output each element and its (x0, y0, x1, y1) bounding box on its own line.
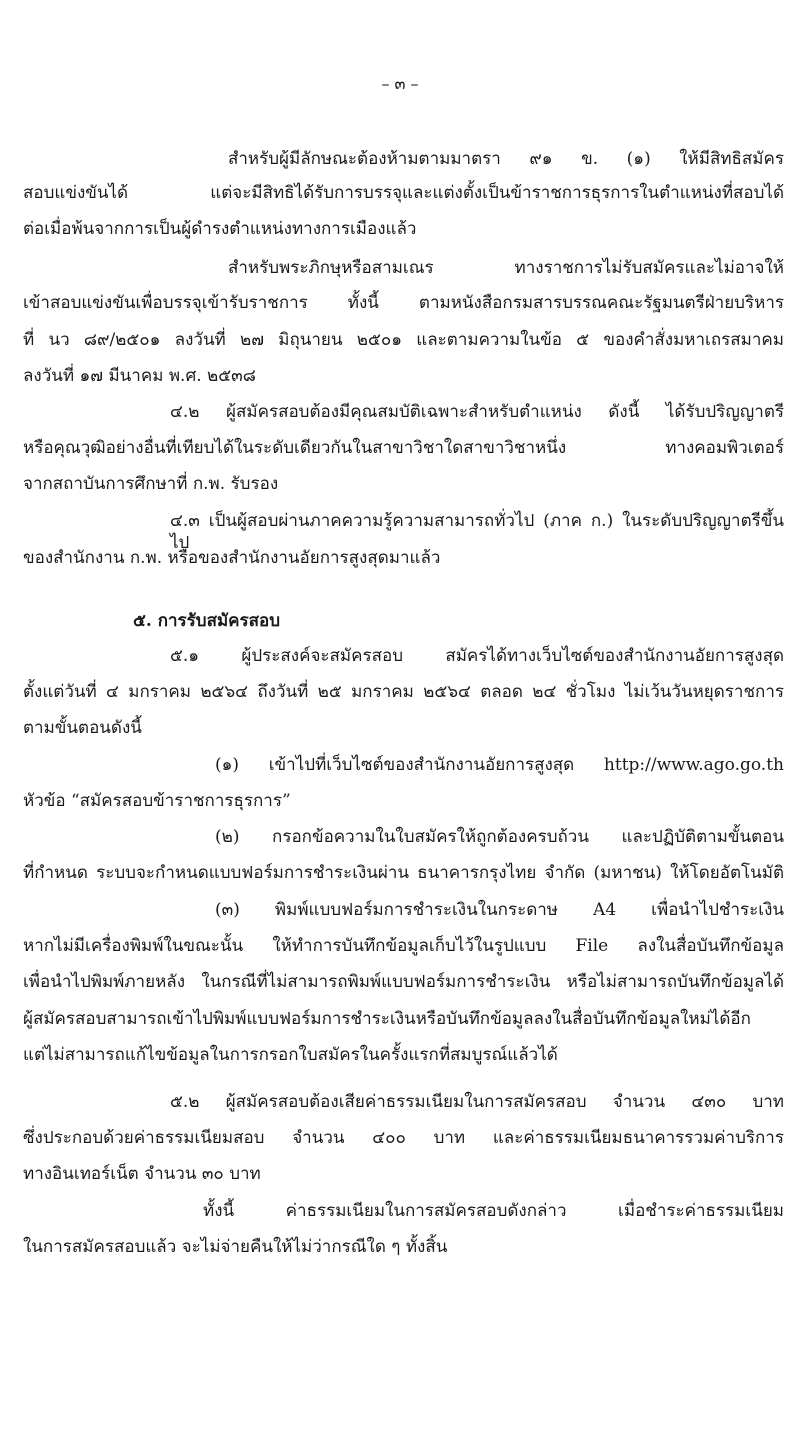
paragraph-line: ลงวันที่ ๑๗ มีนาคม พ.ศ. ๒๕๓๘ (23, 366, 256, 386)
paragraph-line: (๓) พิมพ์แบบฟอร์มการชำระเงินในกระดาษ A4 เพื่อนำไปชำระเงิน (215, 900, 784, 920)
paragraph-line: แต่ไม่สามารถแก้ไขข้อมูลในการกรอกใบสมัครในครั้งแรกที่สมบูรณ์แล้วได้ (23, 1045, 558, 1065)
section-heading: ๕. การรับสมัครสอบ (133, 611, 281, 631)
paragraph-line: หากไม่มีเครื่องพิมพ์ในขณะนั้น ให้ทำการบันทึกข้อมูลเก็บไว้ในรูปแบบ File ลงในสื่อบันทึกข้อมูล (23, 936, 784, 956)
paragraph-line: ซึ่งประกอบด้วยค่าธรรมเนียมสอบ จำนวน ๔๐๐ บาท และค่าธรรมเนียมธนาคารรวมค่าบริการ (23, 1128, 784, 1148)
paragraph-line: ๔.๓ เป็นผู้สอบผ่านภาคความรู้ความสามารถทั่วไป (ภาค ก.) ในระดับปริญญาตรีขึ้นไป (170, 511, 784, 553)
paragraph-line: ตั้งแต่วันที่ ๔ มกราคม ๒๕๖๔ ถึงวันที่ ๒๕ มกราคม ๒๕๖๔ ตลอด ๒๔ ชั่วโมง ไม่เว้นวันหยุดราชการ (23, 682, 784, 702)
paragraph-line: ๕.๒ ผู้สมัครสอบต้องเสียค่าธรรมเนียมในการสมัครสอบ จำนวน ๔๓๐ บาท (170, 1092, 784, 1112)
paragraph-line: สอบแข่งขันได้ แต่จะมีสิทธิได้รับการบรรจุและแต่งตั้งเป็นข้าราชการธุรการในตำแหน่งที่สอบได้ (23, 183, 784, 203)
paragraph-line: ที่ นว ๘๙/๒๕๐๑ ลงวันที่ ๒๗ มิถุนายน ๒๕๐๑ และตามความในข้อ ๕ ของคำสั่งมหาเถรสมาคม (23, 330, 784, 350)
paragraph-line: ตามขั้นตอนดังนี้ (23, 718, 142, 738)
paragraph-line: ทั้งนี้ ค่าธรรมเนียมในการสมัครสอบดังกล่าว เมื่อชำระค่าธรรมเนียม (203, 1201, 784, 1221)
paragraph-line: ผู้สมัครสอบสามารถเข้าไปพิมพ์แบบฟอร์มการชำระเงินหรือบันทึกข้อมูลลงในสื่อบันทึกข้อมูลใหม่ได้อีก (23, 1009, 751, 1029)
paragraph-line: จากสถาบันการศึกษาที่ ก.พ. รับรอง (23, 474, 279, 494)
paragraph-line: (๒) กรอกข้อความในใบสมัครให้ถูกต้องครบถ้วน และปฏิบัติตามขั้นตอน (215, 827, 784, 847)
paragraph-line: เข้าสอบแข่งขันเพื่อบรรจุเข้ารับราชการ ทั้งนี้ ตามหนังสือกรมสารบรรณคณะรัฐมนตรีฝ่ายบริหาร (23, 293, 784, 313)
paragraph-line: ในการสมัครสอบแล้ว จะไม่จ่ายคืนให้ไม่ว่ากรณีใด ๆ ทั้งสิ้น (23, 1237, 448, 1257)
paragraph-line: หรือคุณวุฒิอย่างอื่นที่เทียบได้ในระดับเดียวกันในสาขาวิชาใดสาขาวิชาหนึ่ง ทางคอมพิวเตอร์ (23, 438, 784, 458)
paragraph-line: สำหรับผู้มีลักษณะต้องห้ามตามมาตรา ๙๑ ข. (๑) ให้มีสิทธิสมัคร (228, 149, 784, 169)
paragraph-line: ที่กำหนด ระบบจะกำหนดแบบฟอร์มการชำระเงินผ่าน ธนาคารกรุงไทย จำกัด (มหาชน) ให้โดยอัตโนมัติ (23, 863, 784, 883)
page-number: – ๓ – (381, 74, 419, 93)
paragraph-line: (๑) เข้าไปที่เว็บไซต์ของสำนักงานอัยการสูงสุด http://www.ago.go.th (215, 755, 784, 775)
paragraph-line: ๕.๑ ผู้ประสงค์จะสมัครสอบ สมัครได้ทางเว็บไซต์ของสำนักงานอัยการสูงสุด (170, 646, 784, 666)
paragraph-line: ของสำนักงาน ก.พ. หรือของสำนักงานอัยการสูงสุดมาแล้ว (23, 548, 441, 568)
paragraph-line: ทางอินเทอร์เน็ต จำนวน ๓๐ บาท (23, 1164, 261, 1184)
paragraph-line: ๔.๒ ผู้สมัครสอบต้องมีคุณสมบัติเฉพาะสำหรับตำแหน่ง ดังนี้ ได้รับปริญญาตรี (170, 402, 784, 422)
paragraph-line: เพื่อนำไปพิมพ์ภายหลัง ในกรณีที่ไม่สามารถพิมพ์แบบฟอร์มการชำระเงิน หรือไม่สามารถบันทึกข้อมูลได้ (23, 972, 784, 992)
paragraph-line: ต่อเมื่อพ้นจากการเป็นผู้ดำรงตำแหน่งทางการเมืองแล้ว (23, 219, 417, 239)
paragraph-line: สำหรับพระภิกษุหรือสามเณร ทางราชการไม่รับสมัครและไม่อาจให้ (228, 258, 784, 278)
paragraph-line: หัวข้อ “สมัครสอบข้าราชการธุรการ” (23, 791, 291, 811)
